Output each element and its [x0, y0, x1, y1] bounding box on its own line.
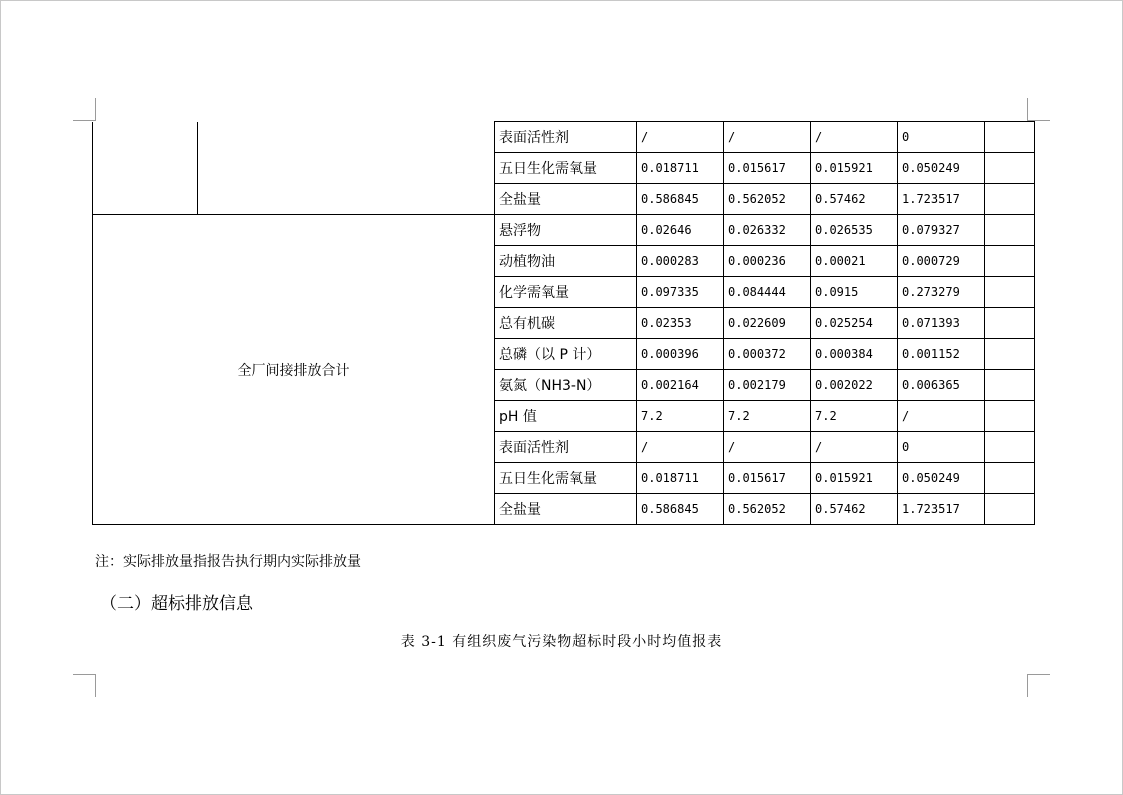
value-cell: 0.025254: [811, 308, 898, 339]
pollutant-name-cell: 悬浮物: [495, 215, 637, 246]
value-cell: 0.562052: [724, 184, 811, 215]
outlet-detail-cell-continued: [198, 122, 495, 215]
value-cell: 0.026535: [811, 215, 898, 246]
pollutant-name-cell: 全盐量: [495, 184, 637, 215]
crop-mark-bottom-left: [73, 674, 96, 697]
empty-cell: [985, 370, 1035, 401]
total-cell: 0.000729: [898, 246, 985, 277]
value-cell: 0.026332: [724, 215, 811, 246]
empty-cell: [985, 215, 1035, 246]
value-cell: 0.000236: [724, 246, 811, 277]
value-cell: 0.015617: [724, 463, 811, 494]
total-cell: 1.723517: [898, 494, 985, 525]
value-cell: 0.000384: [811, 339, 898, 370]
value-cell: 0.02646: [637, 215, 724, 246]
value-cell: 0.586845: [637, 184, 724, 215]
value-cell: 0.000372: [724, 339, 811, 370]
value-cell: 0.022609: [724, 308, 811, 339]
table-row: [93, 215, 1035, 246]
value-cell: 0.00021: [811, 246, 898, 277]
value-cell: 0.57462: [811, 184, 898, 215]
value-cell: 0.02353: [637, 308, 724, 339]
empty-cell: [985, 463, 1035, 494]
empty-cell: [985, 432, 1035, 463]
table-row: [93, 122, 1035, 153]
table-footnote: 注：实际排放量指报告执行期内实际排放量: [95, 554, 361, 570]
total-cell: 0.273279: [898, 277, 985, 308]
pollutant-name-cell: 五日生化需氧量: [495, 463, 637, 494]
value-cell: 0.097335: [637, 277, 724, 308]
total-cell: 0.079327: [898, 215, 985, 246]
pollutant-name-cell: 动植物油: [495, 246, 637, 277]
total-cell: 0: [898, 122, 985, 153]
pollutant-name-cell: 总有机碳: [495, 308, 637, 339]
empty-cell: [985, 184, 1035, 215]
section-heading: （二）超标排放信息: [100, 594, 253, 614]
pollutant-name-cell: 表面活性剂: [495, 122, 637, 153]
total-cell: 1.723517: [898, 184, 985, 215]
value-cell: /: [724, 122, 811, 153]
emission-table: [92, 121, 1035, 525]
value-cell: 0.015921: [811, 153, 898, 184]
crop-mark-bottom-right: [1027, 674, 1050, 697]
pollutant-name-cell: 总磷（以 P 计）: [495, 339, 637, 370]
value-cell: 0.000283: [637, 246, 724, 277]
empty-cell: [985, 339, 1035, 370]
total-cell: 0.071393: [898, 308, 985, 339]
empty-cell: [985, 122, 1035, 153]
crop-mark-top-left: [73, 98, 96, 121]
empty-cell: [985, 153, 1035, 184]
value-cell: 0.000396: [637, 339, 724, 370]
value-cell: 0.084444: [724, 277, 811, 308]
value-cell: /: [724, 432, 811, 463]
pollutant-name-cell: 氨氮（NH3-N）: [495, 370, 637, 401]
pollutant-name-cell: 化学需氧量: [495, 277, 637, 308]
pollutant-name-cell: 全盐量: [495, 494, 637, 525]
value-cell: 0.002179: [724, 370, 811, 401]
value-cell: /: [811, 122, 898, 153]
outlet-cell-continued: [93, 122, 198, 215]
value-cell: 0.586845: [637, 494, 724, 525]
value-cell: 0.015617: [724, 153, 811, 184]
emission-table-body: [93, 122, 1035, 525]
total-cell: 0.050249: [898, 153, 985, 184]
empty-cell: [985, 246, 1035, 277]
value-cell: 0.562052: [724, 494, 811, 525]
pollutant-name-cell: 五日生化需氧量: [495, 153, 637, 184]
empty-cell: [985, 401, 1035, 432]
value-cell: 0.002164: [637, 370, 724, 401]
value-cell: 7.2: [637, 401, 724, 432]
value-cell: /: [637, 432, 724, 463]
total-cell: 0: [898, 432, 985, 463]
pollutant-name-cell: pH 值: [495, 401, 637, 432]
group-label-cell: 全厂间接排放合计: [93, 215, 495, 525]
value-cell: 0.57462: [811, 494, 898, 525]
value-cell: 7.2: [724, 401, 811, 432]
value-cell: 0.002022: [811, 370, 898, 401]
total-cell: 0.050249: [898, 463, 985, 494]
total-cell: 0.001152: [898, 339, 985, 370]
value-cell: /: [637, 122, 724, 153]
crop-mark-top-right: [1027, 98, 1050, 121]
empty-cell: [985, 494, 1035, 525]
pollutant-name-cell: 表面活性剂: [495, 432, 637, 463]
empty-cell: [985, 308, 1035, 339]
empty-cell: [985, 277, 1035, 308]
next-table-caption: 表 3-1 有组织废气污染物超标时段小时均值报表: [400, 634, 723, 650]
value-cell: 0.018711: [637, 463, 724, 494]
value-cell: 0.018711: [637, 153, 724, 184]
total-cell: /: [898, 401, 985, 432]
total-cell: 0.006365: [898, 370, 985, 401]
value-cell: 0.015921: [811, 463, 898, 494]
value-cell: 7.2: [811, 401, 898, 432]
value-cell: 0.0915: [811, 277, 898, 308]
value-cell: /: [811, 432, 898, 463]
